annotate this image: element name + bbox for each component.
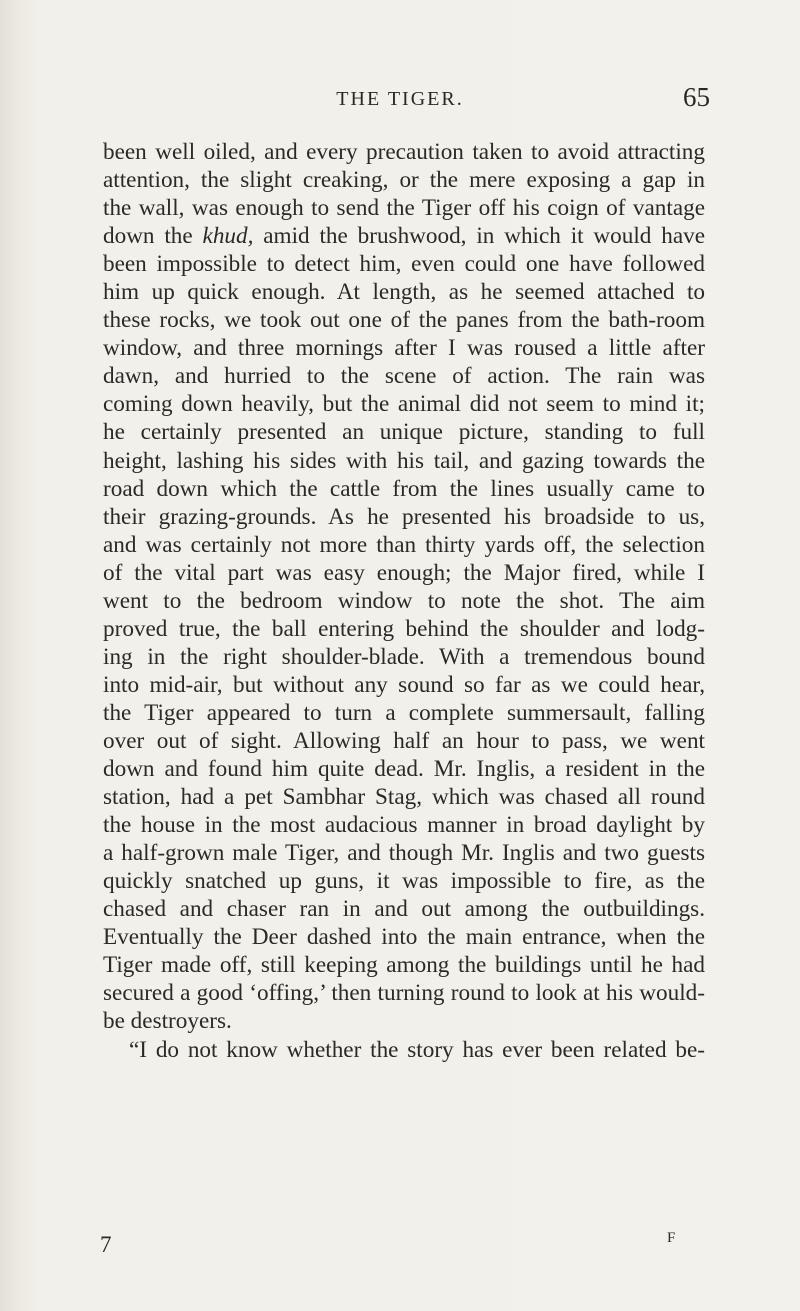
text-line: these rocks, we took out one of the panes from the bath-room: [103, 307, 705, 334]
text-line: window, and three mornings after I was roused a little after: [103, 335, 705, 362]
running-title: THE TIGER.: [336, 88, 464, 110]
text-line: Eventually the Deer dashed into the main entrance, when the: [103, 924, 705, 951]
running-head: [0, 82, 800, 122]
text-line: Tiger made off, still keeping among the buildings until he had: [103, 952, 705, 979]
text-line: be destroyers.: [103, 1008, 232, 1035]
text-line: the house in the most audacious manner in broad daylight by: [103, 812, 705, 839]
text-line: attention, the slight creaking, or the mere exposing a gap in: [103, 167, 705, 194]
text-line: the wall, was enough to send the Tiger off his coign of vantage: [103, 195, 705, 222]
text-line: station, had a pet Sambhar Stag, which was chased all round: [103, 784, 705, 811]
text-line: over out of sight. Allowing half an hour to pass, we went: [103, 727, 705, 754]
text-line: into mid-air, but without any sound so far as we could hear,: [103, 671, 705, 698]
text-line: he certainly presented an unique picture, standing to full: [103, 419, 705, 446]
text-line: chased and chaser ran in and out among the outbuildings.: [103, 896, 705, 923]
italic-word: khud,: [202, 223, 254, 250]
text-line: him up quick enough. At length, as he seemed attached to: [103, 279, 705, 306]
text-line: dawn, and hurried to the scene of action. The rain was: [103, 363, 705, 390]
text-segment: amid the brushwood, in which it would have: [253, 223, 706, 250]
text-line: [103, 222, 705, 250]
text-line: “I do not know whether the story has ever been related be-: [129, 1036, 705, 1063]
body-text: [103, 138, 705, 1064]
text-line: proved true, the ball entering behind the shoulder and lodg-: [103, 615, 705, 642]
text-line: down and found him quite dead. Mr. Inglis, a resident in the: [103, 756, 705, 783]
signature-letter: F: [667, 1230, 676, 1246]
text-line: been impossible to detect him, even could one have followed: [103, 251, 705, 278]
page-number: 65: [683, 82, 710, 112]
text-line: road down which the cattle from the lines usually came to: [103, 475, 705, 502]
text-line: coming down heavily, but the animal did not seem to mind it;: [103, 391, 705, 418]
text-line: and was certainly not more than thirty yards off, the selection: [103, 531, 705, 558]
text-line: secured a good ‘offing,’ then turning round to look at his would-: [103, 980, 705, 1007]
text-line: went to the bedroom window to note the shot. The aim: [103, 587, 705, 614]
text-line: quickly snatched up guns, it was impossible to fire, as the: [103, 868, 705, 895]
text-line: been well oiled, and every precaution taken to avoid attracting: [103, 139, 705, 165]
text-line: height, lashing his sides with his tail, and gazing towards the: [103, 447, 705, 474]
text-line: the Tiger appeared to turn a complete summersault, falling: [103, 699, 705, 726]
page-footer: [0, 1228, 800, 1268]
signature-mark: 7: [100, 1232, 112, 1257]
text-segment: down the: [103, 223, 203, 250]
text-line: ing in the right shoulder-blade. With a tremendous bound: [103, 643, 705, 670]
text-line: of the vital part was easy enough; the Major fired, while I: [103, 559, 705, 586]
text-line: their grazing-grounds. As he presented his broadside to us,: [103, 503, 705, 530]
text-line: a half-grown male Tiger, and though Mr. Inglis and two guests: [103, 840, 705, 867]
